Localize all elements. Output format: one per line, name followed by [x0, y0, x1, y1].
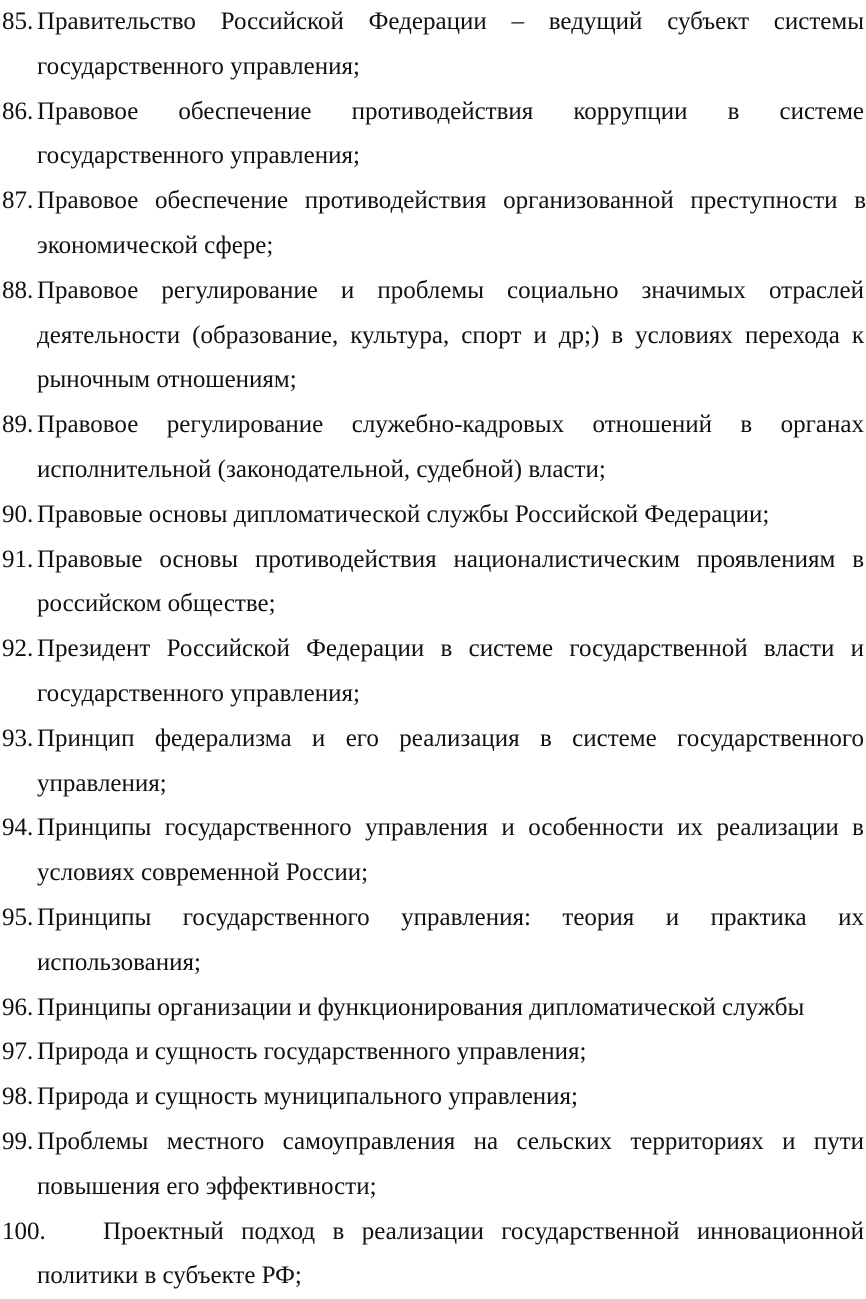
list-item [0, 1210, 866, 1299]
item-text: Правовые основы противодействия националистическим проявлениям в российском обществе; [37, 545, 864, 618]
item-number: 98. [2, 1083, 34, 1111]
list-item [0, 806, 866, 896]
item-text: Принципы государственного управления: теория и практика их использования; [37, 903, 864, 976]
list-item [0, 403, 866, 493]
item-number: 85. [2, 8, 34, 35]
list-item [0, 1075, 866, 1120]
item-number: 97. [2, 1038, 34, 1066]
item-number: 100. [2, 1217, 46, 1245]
item-number: 91. [2, 545, 34, 573]
item-number: 93. [2, 724, 34, 752]
list-item [0, 493, 866, 538]
item-text: Принципы государственного управления и особенности их реализации в условиях современной России; [37, 814, 864, 887]
item-text: Принцип федерализма и его реализация в системе государственного управления; [37, 724, 864, 797]
item-number: 88. [2, 276, 34, 304]
list-item [0, 986, 866, 1031]
item-text: Правовое обеспечение противодействия организованной преступности в экономической сфере; [37, 187, 866, 259]
item-text: Правовое регулирование и проблемы социально значимых отраслей деятельности (образование, культура, спорт и др;) в условиях перехода к рыночным отношениям; [37, 276, 864, 394]
item-text: Правовое регулирование служебно-кадровых отношений в органах исполнительной (законодательной, судебной) власти; [37, 411, 864, 483]
item-text: Президент Российской Федерации в системе государственной власти и государственного управления; [37, 635, 864, 707]
item-number: 89. [2, 411, 34, 439]
item-number: 96. [2, 993, 34, 1021]
item-number: 94. [2, 814, 34, 842]
item-number: 95. [2, 903, 34, 931]
list-item [0, 538, 866, 628]
item-number: 99. [2, 1127, 34, 1155]
item-number: 90. [2, 500, 34, 528]
item-number: 92. [2, 635, 34, 663]
item-text: Правительство Российской Федерации – ведущий субъект системы государственного управления; [37, 8, 864, 80]
item-number: 87. [2, 187, 34, 215]
item-text: Проблемы местного самоуправления на сельских территориях и пути повышения его эффективности; [37, 1127, 864, 1200]
list-item [0, 1120, 866, 1210]
item-text: Природа и сущность государственного управления; [37, 1038, 587, 1066]
item-text: Правовые основы дипломатической службы Российской Федерации; [37, 500, 770, 528]
list-item [0, 627, 866, 717]
list-item [0, 0, 866, 90]
item-text: Проектный подход в реализации государственной инновационной политики в субъекте РФ; [37, 1217, 864, 1290]
list-item [0, 179, 866, 269]
list-item [0, 896, 866, 986]
list-item [0, 269, 866, 403]
list-item [0, 1030, 866, 1075]
item-text: Принципы организации и функционирования дипломатической службы [37, 993, 805, 1021]
item-number: 86. [2, 97, 34, 125]
list-item [0, 717, 866, 807]
item-text: Правовое обеспечение противодействия коррупции в системе государственного управления; [37, 97, 864, 170]
list-item [0, 90, 866, 180]
item-text: Природа и сущность муниципального управления; [37, 1083, 578, 1111]
